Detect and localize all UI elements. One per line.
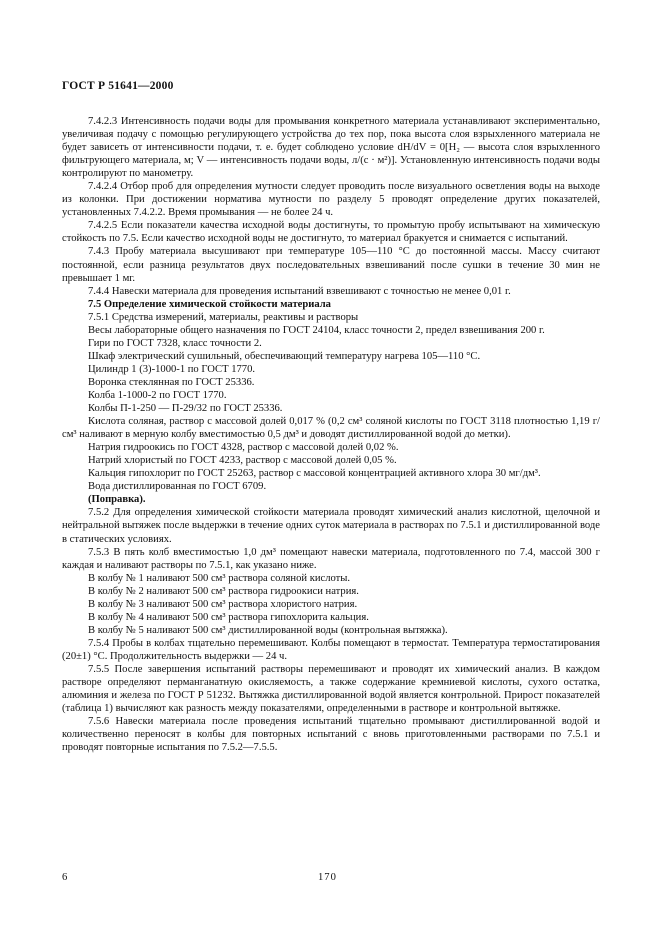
paragraph-7-5-2: 7.5.2 Для определения химической стойкости материала проводят химический анализ кислотной, щелочной и нейтральной вытяжек после выдержки в течение одних суток материала в растворах по 7.5.1 и дистиллированной воде в статических условиях. — [62, 507, 600, 545]
reagent-calcium-hypochlorite: Кальция гипохлорит по ГОСТ 25263, раствор с массовой концентрацией активного хлора 30 мг/дм³. — [88, 468, 541, 480]
equipment-funnel: Воронка стеклянная по ГОСТ 25336. — [88, 376, 255, 388]
paragraph-7-5-4: 7.5.4 Пробы в колбах тщательно перемешивают. Колбы помещают в термостат. Температура термостатирования (20±1) °С. Продолжительность выдержки — 24 ч. — [62, 637, 600, 662]
section-heading-7-5: 7.5 Определение химической стойкости материала — [88, 298, 331, 310]
document-body — [62, 115, 600, 754]
reagent-sodium-hydroxide: Натрия гидроокись по ГОСТ 4328, раствор с массовой долей 0,02 %. — [88, 442, 399, 454]
paragraph-7-5-3: 7.5.3 В пять колб вместимостью 1,0 дм³ помещают навески материала, подготовленного по 7.4, массой 300 г каждая и наливают растворы по 7.5.1, как указано ниже. — [62, 546, 600, 571]
paragraph-7-4-2-4: 7.4.2.4 Отбор проб для определения мутности следует проводить после визуального осветления воды на выходе из колонки. При достижении норматива мутности по разделу 5 проводят определение других показателей, установленных 7.4.2.2. Время промывания — не более 24 ч. — [62, 181, 600, 219]
flask-2: В колбу № 2 наливают 500 см³ раствора гидроокиси натрия. — [88, 585, 359, 597]
amendment-note: (Поправка). — [88, 494, 146, 506]
sheet-number: 170 — [318, 872, 337, 883]
reagent-hydrochloric-acid: Кислота соляная, раствор с массовой долей 0,017 % (0,2 см³ соляной кислоты по ГОСТ 3118 плотностью 1,19 г/см³ наливают в мерную колбу вместимостью 0,5 дм³ и доводят дистиллированной водой до метки). — [62, 416, 600, 441]
paragraph-7-5-1: 7.5.1 Средства измерений, материалы, реактивы и растворы — [88, 311, 359, 323]
equipment-weights: Гири по ГОСТ 7328, класс точности 2. — [88, 337, 262, 349]
equipment-scales: Весы лабораторные общего назначения по ГОСТ 24104, класс точности 2, предел взвешивания 200 г. — [88, 324, 545, 336]
paragraph-7-5-5: 7.5.5 После завершения испытаний растворы перемешивают и проводят их химический анализ. В каждом растворе определяют перманганатную окисляемость, а также содержание кремниевой кислоты, сухого остатка, алюминия и железа по ГОСТ Р 51232. Вытяжка дистиллированной водой является контрольной. Прирост показателей (таблица 1) вычисляют как разность между показателями, определенными в растворе и контрольной вытяжке. — [62, 663, 600, 715]
flask-5: В колбу № 5 наливают 500 см³ дистиллированной воды (контрольная вытяжка). — [88, 624, 448, 636]
paragraph-7-4-4: 7.4.4 Навески материала для проведения испытаний взвешивают с точностью не менее 0,01 г. — [88, 285, 511, 297]
equipment-flasks: Колбы П-1-250 — П-29/32 по ГОСТ 25336. — [88, 403, 283, 415]
paragraph-7-4-2-5: 7.4.2.5 Если показатели качества исходной воды достигнуты, то промытую пробу испытывают на химическую стойкость по 7.5. Если качество исходной воды не достигнуто, то материал бракуется и снимается с испытаний. — [62, 220, 600, 245]
document-header: ГОСТ Р 51641—2000 — [62, 80, 174, 92]
paragraph-7-4-3: 7.4.3 Пробу материала высушивают при температуре 105—110 °С до постоянной массы. Массу считают постоянной, если разница результатов двух последовательных взвешиваний после сушки в течение 30 мин не превышает 1 мг. — [62, 246, 600, 284]
paragraph-7-4-2-3: 7.4.2.3 Интенсивность подачи воды для промывания конкретного материала устанавливают экспериментально, увеличивая подачу с помощью регулирующего устройства до тех пор, пока высота слоя взрыхленного материала не будет зависеть от интенсивности подачи, т. е. будет соблюдено условие dH/dV = 0[H₂ — высота слоя взрыхленного фильтрующего материала, м; V — интенсивность подачи воды, л/(с · м²)]. Установленную интенсивность подачи воды контролируют по манометру. — [62, 116, 600, 180]
equipment-flask: Колба 1-1000-2 по ГОСТ 1770. — [88, 389, 227, 401]
equipment-cylinder: Цилиндр 1 (3)-1000-1 по ГОСТ 1770. — [88, 363, 256, 375]
page-number: 6 — [62, 872, 68, 883]
flask-1: В колбу № 1 наливают 500 см³ раствора соляной кислоты. — [88, 572, 351, 584]
equipment-oven: Шкаф электрический сушильный, обеспечивающий температуру нагрева 105—110 °С. — [88, 350, 481, 362]
reagent-sodium-chloride: Натрий хлористый по ГОСТ 4233, раствор с массовой долей 0,05 %. — [88, 455, 397, 467]
paragraph-7-5-6: 7.5.6 Навески материала после проведения испытаний тщательно промывают дистиллированной водой и количественно переносят в колбы для повторных испытаний с вновь приготовленными растворами по 7.5.1 и проводят повторные испытания по 7.5.2—7.5.5. — [62, 716, 600, 754]
reagent-distilled-water: Вода дистиллированная по ГОСТ 6709. — [88, 481, 267, 493]
flask-3: В колбу № 3 наливают 500 см³ раствора хлористого натрия. — [88, 598, 358, 610]
flask-4: В колбу № 4 наливают 500 см³ раствора гипохлорита кальция. — [88, 611, 369, 623]
